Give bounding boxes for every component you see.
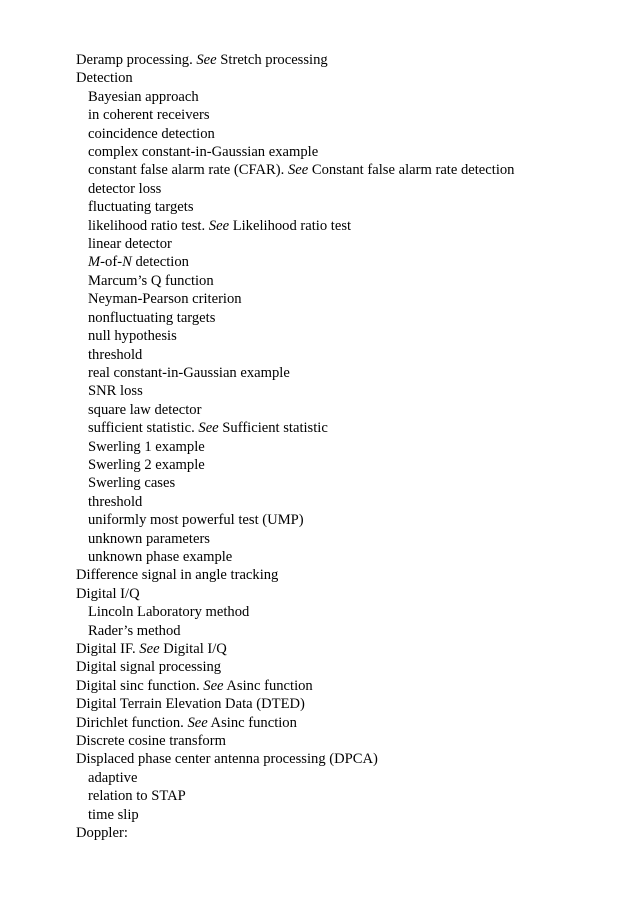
see-reference-marker: See [198, 420, 219, 437]
entry-text: Asinc function [223, 677, 313, 694]
index-subentry [76, 161, 616, 179]
see-reference-marker: See [187, 714, 208, 731]
entry-text: Constant false alarm rate detection [308, 162, 515, 179]
entry-text: Digital signal processing [76, 659, 222, 676]
see-reference-marker: See [208, 217, 230, 234]
index-entry [76, 824, 616, 842]
entry-text: likelihood ratio test. [88, 217, 209, 234]
index-subentry [76, 382, 616, 400]
index-entry [76, 585, 616, 603]
entry-text: Difference signal in angle tracking [76, 567, 279, 584]
index-subentry [76, 309, 616, 327]
entry-text: relation to STAP [88, 788, 186, 805]
entry-text: square law detector [88, 401, 202, 418]
index-subentry [76, 603, 616, 621]
entry-text: Likelihood ratio test [229, 217, 352, 234]
index-subentry [76, 235, 616, 253]
see-reference-marker: See [203, 677, 224, 694]
entry-text: -of- [100, 254, 123, 271]
index-subentry [76, 787, 616, 805]
entry-text: Digital I/Q [76, 585, 140, 602]
entry-text: Swerling cases [88, 475, 176, 492]
entry-text: Digital IF. [76, 641, 140, 657]
entry-text: Doppler: [76, 825, 128, 842]
index-subentry [76, 290, 616, 308]
index-subentry [76, 622, 616, 640]
entry-text: Swerling 2 example [88, 456, 205, 473]
index-subentry [76, 327, 616, 345]
index-subentry [76, 364, 616, 382]
entry-text: Discrete cosine transform [76, 733, 226, 750]
index-entry [76, 658, 616, 676]
index-entry [76, 695, 616, 713]
index-subentry [76, 493, 616, 511]
entry-text: coincidence detection [88, 125, 215, 142]
index-subentry [76, 253, 616, 271]
entry-text: real constant-in-Gaussian example [88, 364, 290, 381]
index-entry [76, 69, 616, 87]
entry-text: detector loss [88, 180, 162, 197]
entry-text: Marcum’s Q function [88, 272, 214, 289]
entry-text: Sufficient statistic [218, 420, 328, 437]
index-entry [76, 750, 616, 768]
entry-text: Swerling 1 example [88, 438, 205, 455]
see-reference-marker: See [287, 162, 309, 179]
entry-text: threshold [88, 346, 143, 363]
index-subentry [76, 511, 616, 529]
entry-text: Bayesian approach [88, 88, 199, 105]
entry-text: complex constant-in-Gaussian example [88, 144, 319, 161]
entry-text: in coherent receivers [88, 107, 210, 124]
index-list [76, 51, 616, 842]
see-reference-marker: See [196, 52, 217, 68]
see-reference-marker: See [139, 641, 160, 657]
index-subentry [76, 106, 616, 124]
index-entry [76, 640, 616, 658]
index-entry [76, 732, 616, 750]
index-subentry [76, 217, 616, 235]
index-subentry [76, 806, 616, 824]
index-entry [76, 677, 616, 695]
entry-text: Asinc function [207, 714, 297, 731]
index-subentry [76, 198, 616, 216]
italic-variable: M [88, 254, 101, 271]
entry-text: Lincoln Laboratory method [88, 604, 250, 621]
index-subentry [76, 401, 616, 419]
index-entry [76, 51, 616, 69]
entry-text: Detection [76, 70, 133, 87]
entry-text: Digital sinc function. [76, 677, 204, 694]
entry-text: Displaced phase center antenna processing (DPCA) [76, 751, 378, 768]
entry-text: sufficient statistic. [88, 420, 199, 437]
entry-text: Rader’s method [88, 622, 181, 639]
index-subentry [76, 438, 616, 456]
entry-text: detection [131, 254, 189, 271]
index-subentry [76, 769, 616, 787]
index-subentry [76, 143, 616, 161]
index-subentry [76, 474, 616, 492]
index-subentry [76, 456, 616, 474]
entry-text: Digital Terrain Elevation Data (DTED) [76, 696, 305, 713]
index-entry [76, 714, 616, 732]
index-subentry [76, 180, 616, 198]
entry-text: adaptive [88, 769, 138, 786]
entry-text: SNR loss [88, 383, 143, 400]
index-subentry [76, 346, 616, 364]
index-subentry [76, 272, 616, 290]
index-subentry [76, 125, 616, 143]
entry-text: unknown phase example [88, 548, 233, 565]
entry-text: threshold [88, 493, 143, 510]
entry-text: fluctuating targets [88, 199, 194, 216]
index-subentry [76, 530, 616, 548]
entry-text: linear detector [88, 236, 172, 253]
entry-text: Deramp processing. [76, 52, 197, 68]
entry-text: constant false alarm rate (CFAR). [88, 162, 288, 179]
index-entry [76, 566, 616, 584]
entry-text: uniformly most powerful test (UMP) [88, 512, 304, 529]
entry-text: time slip [88, 806, 139, 823]
index-subentry [76, 419, 616, 437]
italic-variable: N [122, 254, 132, 271]
entry-text: Digital I/Q [159, 641, 227, 657]
entry-text: Dirichlet function. [76, 714, 188, 731]
index-subentry [76, 548, 616, 566]
entry-text: null hypothesis [88, 328, 177, 345]
entry-text: nonfluctuating targets [88, 309, 216, 326]
entry-text: unknown parameters [88, 530, 210, 547]
index-subentry [76, 88, 616, 106]
entry-text: Neyman-Pearson criterion [88, 291, 242, 308]
entry-text: Stretch processing [216, 52, 328, 68]
